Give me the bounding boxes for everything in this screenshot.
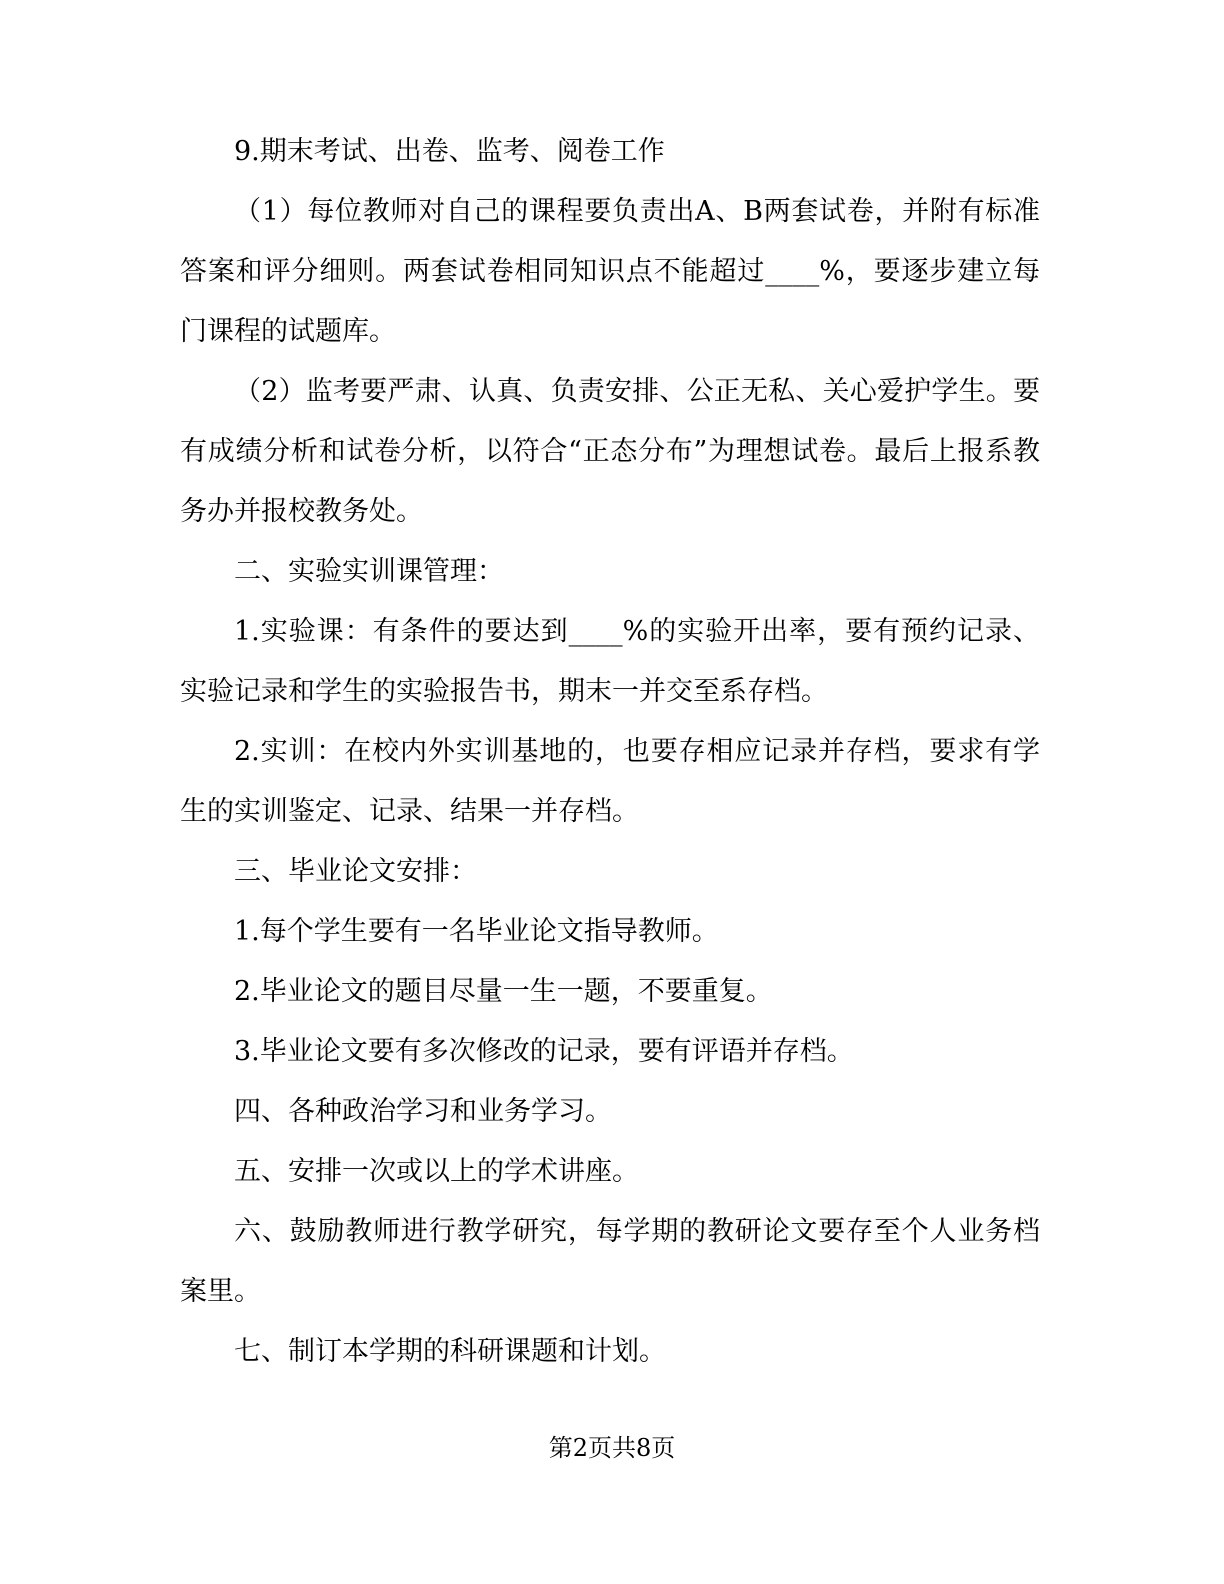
section-heading-lecture: 五、安排一次或以上的学术讲座。 (234, 1156, 639, 1187)
section-heading-study: 四、各种政治学习和业务学习。 (234, 1096, 612, 1127)
paragraph-thesis-advisor: 1.每个学生要有一名毕业论文指导教师。 (234, 916, 719, 947)
paragraph-exam-heading: 9.期末考试、出卷、监考、阅卷工作 (234, 136, 665, 167)
section-heading-teaching-research: 六、鼓励教师进行教学研究，每学期的教研论文要存至个人业务档案里。 (180, 1216, 1040, 1307)
section-heading-lab-training: 二、实验实训课管理： (234, 556, 504, 587)
paragraph-practical-training: 2.实训：在校内外实训基地的，也要存相应记录并存档，要求有学生的实训鉴定、记录、结果一并存档。 (180, 736, 1040, 827)
paragraph-thesis-topic: 2.毕业论文的题目尽量一生一题，不要重复。 (234, 976, 773, 1007)
section-heading-thesis: 三、毕业论文安排： (234, 856, 477, 887)
page-number-footer: 第2页共8页 (548, 1434, 676, 1462)
paragraph-exam-papers: （1）每位教师对自己的课程要负责出A、B两套试卷，并附有标准答案和评分细则。两套试卷相同知识点不能超过____%，要逐步建立每门课程的试题库。 (180, 196, 1040, 347)
paragraph-thesis-revision: 3.毕业论文要有多次修改的记录，要有评语并存档。 (234, 1036, 854, 1067)
paragraph-lab-course: 1.实验课：有条件的要达到____%的实验开出率，要有预约记录、实验记录和学生的实验报告书，期末一并交至系存档。 (180, 616, 1040, 707)
paragraph-invigilation: （2）监考要严肃、认真、负责安排、公正无私、关心爱护学生。要有成绩分析和试卷分析，以符合“正态分布”为理想试卷。最后上报系教务办并报校教务处。 (180, 376, 1040, 527)
section-heading-research-plan: 七、制订本学期的科研课题和计划。 (234, 1336, 666, 1367)
document-body (180, 122, 1040, 1382)
